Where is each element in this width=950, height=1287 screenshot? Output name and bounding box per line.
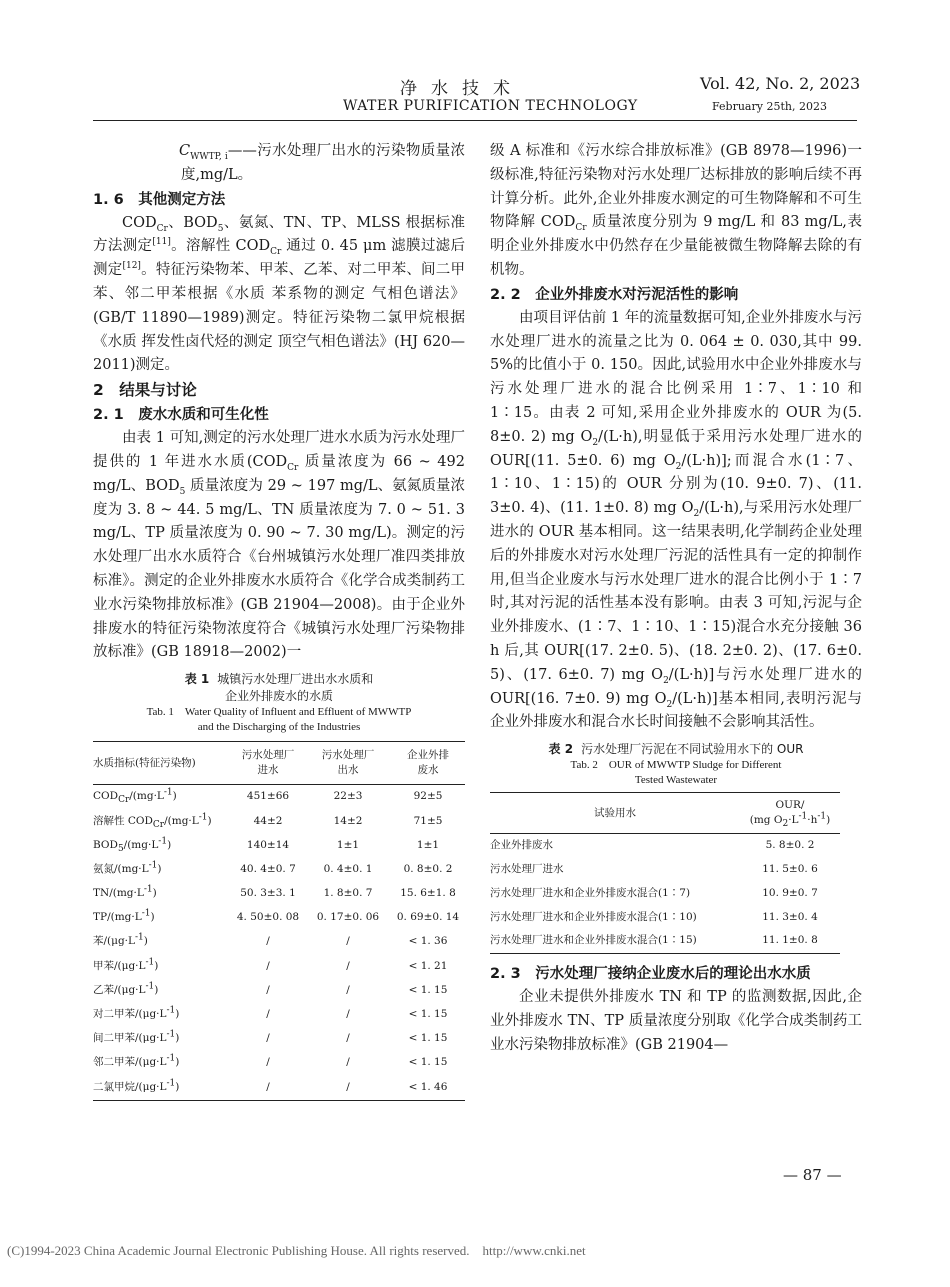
section-2-2-heading: 2. 2 企业外排废水对污泥活性的影响 — [490, 286, 739, 303]
table-2 — [490, 792, 840, 954]
table-1-cell: / — [346, 1008, 350, 1021]
table-1-cell: 44±2 — [253, 814, 283, 827]
table-1-row — [93, 785, 465, 810]
section-2-1-heading: 2. 1 废水水质和可生化性 — [93, 407, 269, 424]
table-1-row — [93, 834, 465, 858]
table-1-cell: / — [346, 1080, 350, 1093]
table-1-cell: 40. 4±0. 7 — [240, 862, 296, 875]
table-1-cell: $COD_{Cr}/(mg\cdot L^{-1})$ — [93, 787, 177, 806]
table-2-cell: 10. 9±0. 7 — [762, 886, 818, 899]
table-1-caption: 表 1 城镇污水处理厂进出水水质和 企业外排废水的水质 — [184, 672, 374, 704]
table-1-cell: 苯$/(\mu g\cdot L^{-1})$ — [93, 932, 148, 948]
left-column — [93, 140, 465, 1101]
table-2-row — [490, 882, 840, 906]
journal-title-cn: 净水技术 — [400, 79, 524, 99]
table-2-cell: 11. 5±0. 6 — [762, 862, 818, 875]
copyright-footer: (C)1994-2023 China Academic Journal Electronic Publishing House. All rights reserved. http://www.cnki.net — [7, 1243, 586, 1258]
table-1-cell: $TN/(mg\cdot L^{-1})$ — [93, 884, 157, 900]
header-rule — [93, 120, 857, 121]
table-1-cell: < 1. 15 — [408, 983, 448, 996]
section-1-6-paragraph: $COD_{Cr}$、$BOD_5$、氨氮、TN、TP、MLSS 根据标准方法测定[11]。溶解性 $COD_{Cr}$ 通过 0. 45 μm 滤膜过滤后测定[12]。特征污染物苯、甲苯、乙苯、对二甲苯、间二甲苯、邻二甲苯根据《水质 苯系物的测定 气相色谱法》(GB/T 11890—1989)测定。特征污染物二氯甲烷根据《水质 挥发性卤代烃的测定 顶空气相色谱法》(HJ 620—2011)测定。 — [93, 214, 466, 374]
table-1-header: 污水处理厂进水 — [241, 749, 295, 777]
section-2-3-paragraph: 企业未提供外排废水 TN 和 TP 的监测数据,因此,企业外排废水 TN、TP 质量浓度分别取《化学合成类制药工业水污染物排放标准》(GB 21904— — [490, 989, 862, 1053]
table-1-cell: / — [266, 935, 270, 948]
table-1-row — [93, 906, 465, 930]
table-1-header: 污水处理厂出水 — [321, 749, 375, 777]
table-1-caption-en: Tab. 1 Water Quality of Influent and Effluent of MWWTP and the Discharging of the Industries — [146, 706, 412, 734]
table-1 — [93, 741, 465, 1100]
section-1-6-heading: 1. 6 其他测定方法 — [93, 191, 226, 208]
table-1-row — [93, 858, 465, 882]
table-1-row — [93, 1003, 465, 1027]
table-1-cell: 二氯甲烷$/(\mu g\cdot L^{-1})$ — [93, 1078, 180, 1093]
table-1-cell: 甲苯$/(\mu g\cdot L^{-1})$ — [93, 957, 159, 972]
table-1-cell: / — [346, 983, 350, 996]
table-1-cell: 氨氮$/(mg\cdot L^{-1})$ — [93, 860, 162, 875]
table-1-cell: 溶解性 $COD_{Cr}/(mg\cdot L^{-1})$ — [93, 812, 212, 830]
table-1-cell: 间二甲苯$/(\mu g\cdot L^{-1})$ — [93, 1029, 180, 1045]
table-1-cell: 4. 50±0. 08 — [236, 911, 300, 924]
table-2-cell: 污水处理厂进水和企业外排废水混合(1∶7) — [490, 886, 691, 899]
table-1-row — [93, 954, 465, 978]
table-1-cell: 0. 4±0. 1 — [323, 862, 373, 875]
table-1-cell: 92±5 — [413, 790, 443, 803]
table-2-cell: 11. 3±0. 4 — [762, 910, 818, 923]
table-2-cell: 污水处理厂进水 — [490, 862, 564, 875]
table-1-cell: / — [346, 1056, 350, 1069]
table-1-cell: 乙苯$/(\mu g\cdot L^{-1})$ — [93, 981, 159, 996]
table-1-cell: 71±5 — [413, 814, 443, 827]
volume-info: Vol. 42, No. 2, 2023 — [700, 74, 861, 93]
table-1-row — [93, 1027, 465, 1051]
table-2-cell: 11. 1±0. 8 — [762, 934, 818, 947]
table-1-cell: / — [266, 1008, 270, 1021]
table-1-cell: 0. 8±0. 2 — [403, 862, 453, 875]
table-2-cell: 污水处理厂进水和企业外排废水混合(1∶15) — [490, 934, 697, 947]
page-number: — 87 — — [783, 1166, 842, 1184]
table-1-cell: 15. 6±1. 8 — [400, 887, 456, 900]
section-2-1-paragraph: 由表 1 可知,测定的污水处理厂进水水质为污水处理厂提供的 1 年进水水质($COD_{Cr}$ 质量浓度为 66 ~ 492 mg/L、$BOD_5$ 质量浓度为 29 ~ 197 mg/L、氨氮质量浓度为 3. 8 ~ 44. 5 mg/L、TN 质量浓度为 7. 0 ~ 51. 3 mg/L、TP 质量浓度为 0. 90 ~ 7. 30 mg/L)。测定的污水处理厂出水水质符合《台州城镇污水处理厂准四类排放标准》。测定的企业外排废水水质符合《化学合成类制药工业水污染物排放标准》(GB 21904—2008)。由于企业外排废水的特征污染物浓度符合《城镇污水处理厂污染物排放标准》(GB 18918—2002)一 — [93, 430, 465, 661]
table-1-cell: < 1. 15 — [408, 1008, 448, 1021]
table-1-cell: $TP/(mg\cdot L^{-1})$ — [93, 908, 155, 924]
table-1-row — [93, 930, 465, 954]
table-1-cell: 22±3 — [333, 790, 363, 803]
journal-title-en: WATER PURIFICATION TECHNOLOGY — [343, 98, 638, 114]
table-1-cell: < 1. 36 — [408, 935, 448, 948]
table-1-cell: 451±66 — [246, 790, 290, 803]
table-1-cell: / — [346, 1032, 350, 1045]
table-2-row — [490, 834, 840, 858]
table-1-cell: $BOD_5/(mg\cdot L^{-1})$ — [93, 836, 172, 854]
section-2-heading: 2 结果与讨论 — [93, 381, 197, 400]
table-1-row — [93, 1075, 465, 1100]
table-1-cell: 1±1 — [336, 838, 360, 851]
table-1-header: 水质指标(特征污染物) — [93, 756, 196, 769]
table-2-caption-en: Tab. 2 OUR of MWWTP Sludge for Different Tested Wastewater — [570, 759, 782, 787]
table-1-cell: 14±2 — [333, 814, 363, 827]
table-1-row — [93, 979, 465, 1003]
table-1-header: 企业外排废水 — [407, 749, 449, 777]
table-1-cell: < 1. 15 — [408, 1056, 448, 1069]
variable-definition: $C_{WWTP, i}——$污水处理厂出水的污染物质量浓度,mg/L。 — [179, 143, 466, 183]
table-1-cell: 140±14 — [246, 838, 290, 851]
table-1-cell: / — [266, 1032, 270, 1045]
table-1-cell: 邻二甲苯$/(\mu g\cdot L^{-1})$ — [93, 1053, 180, 1069]
table-2-header: OUR/ (mg $O_2\cdot L^{-1}\cdot h^{-1}$) — [749, 799, 831, 830]
citation-11[interactable]: [11] — [152, 237, 171, 248]
table-2-row — [490, 906, 840, 930]
table-1-row — [93, 882, 465, 906]
table-2-cell: 企业外排废水 — [490, 839, 553, 852]
table-2-header: 试验用水 — [594, 806, 636, 819]
table-2-row — [490, 929, 840, 953]
table-1-cell: 50. 3±3. 1 — [240, 887, 296, 900]
table-1-cell: 1. 8±0. 7 — [323, 887, 373, 900]
table-1-cell: < 1. 21 — [408, 959, 448, 972]
citation-12[interactable]: [12] — [122, 261, 141, 272]
continuation-paragraph: 级 A 标准和《污水综合排放标准》(GB 8978—1996)一级标准,特征污染物对污水处理厂达标排放的影响后续不再计算分析。此外,企业外排废水测定的可生物降解和不可生物降解 $COD_{Cr}$ 质量浓度分别为 9 mg/L 和 83 mg/L,表明企业外排废水中仍然存在少量能被微生物降解去除的有机物。 — [490, 143, 862, 278]
table-1-cell: 0. 69±0. 14 — [396, 911, 460, 924]
table-1-row — [93, 1051, 465, 1075]
issue-date: February 25th, 2023 — [712, 100, 827, 113]
table-1-cell: < 1. 46 — [408, 1080, 448, 1093]
table-2-cell: 污水处理厂进水和企业外排废水混合(1∶10) — [490, 910, 697, 923]
table-1-cell: / — [266, 959, 270, 972]
table-1-cell: / — [346, 959, 350, 972]
table-1-cell: / — [266, 983, 270, 996]
table-1-cell: / — [346, 935, 350, 948]
table-2-row — [490, 858, 840, 882]
table-1-cell: 0. 17±0. 06 — [316, 911, 380, 924]
table-1-row — [93, 809, 465, 833]
right-column — [490, 140, 862, 1058]
table-1-cell: 1±1 — [416, 838, 440, 851]
section-2-3-heading: 2. 3 污水处理厂接纳企业废水后的理论出水水质 — [490, 966, 811, 983]
table-2-cell: 5. 8±0. 2 — [765, 839, 815, 852]
table-1-cell: 对二甲苯$/(\mu g\cdot L^{-1})$ — [93, 1005, 180, 1021]
table-1-cell: < 1. 15 — [408, 1032, 448, 1045]
section-2-2-paragraph: 由项目评估前 1 年的流量数据可知,企业外排废水与污水处理厂进水的流量之比为 0. 064 ± 0. 030,其中 99. 5%的比值小于 0. 150。因此,试验用水中企业外排废水与污水处理厂进水的混合比例采用 1∶7、1∶10 和 1∶15。由表 2 可知,采用企业外排废水的 OUR 为(5. 8±0. 2) mg $O_2/(L\cdot h)$,明显低于采用污水处理厂进水的 OUR[(11. 5±0. 6) mg $O_2/(L\cdot h)$];而混合水(1∶7、1∶10、1∶15)的 OUR 分别为(10. 9±0. 7)、(11. 3±0. 4)、(11. 1±0. 8) mg $O_2/(L\cdot h)$,与采用污水处理厂进水的 OUR 基本相同。这一结果表明,化学制药企业处理后的外排废水对污水处理厂污泥的活性具有一定的抑制作用,但当企业废水与污水处理厂进水的混合比例小于 1∶7时,其对污泥的活性基本没有影响。由表 3 可知,污泥与企业外排废水、(1∶7、1∶10、1∶15)混合水充分接触 36 h 后,其 OUR[(17. 2±0. 5)、(18. 2±0. 2)、(17. 6±0. 5)、(17. 6±0. 7) mg $O_2/(L\cdot h)$]与污水处理厂进水的OUR[(16. 7±0. 9) mg $O_2/(L\cdot h)$]基本相同,表明污泥与企业外排废水和混合水长时间接触不会影响其活性。 — [490, 309, 862, 731]
table-2-caption: 表 2 污水处理厂污泥在不同试验用水下的 OUR — [548, 742, 804, 757]
table-1-cell: / — [266, 1056, 270, 1069]
table-1-cell: / — [266, 1080, 270, 1093]
